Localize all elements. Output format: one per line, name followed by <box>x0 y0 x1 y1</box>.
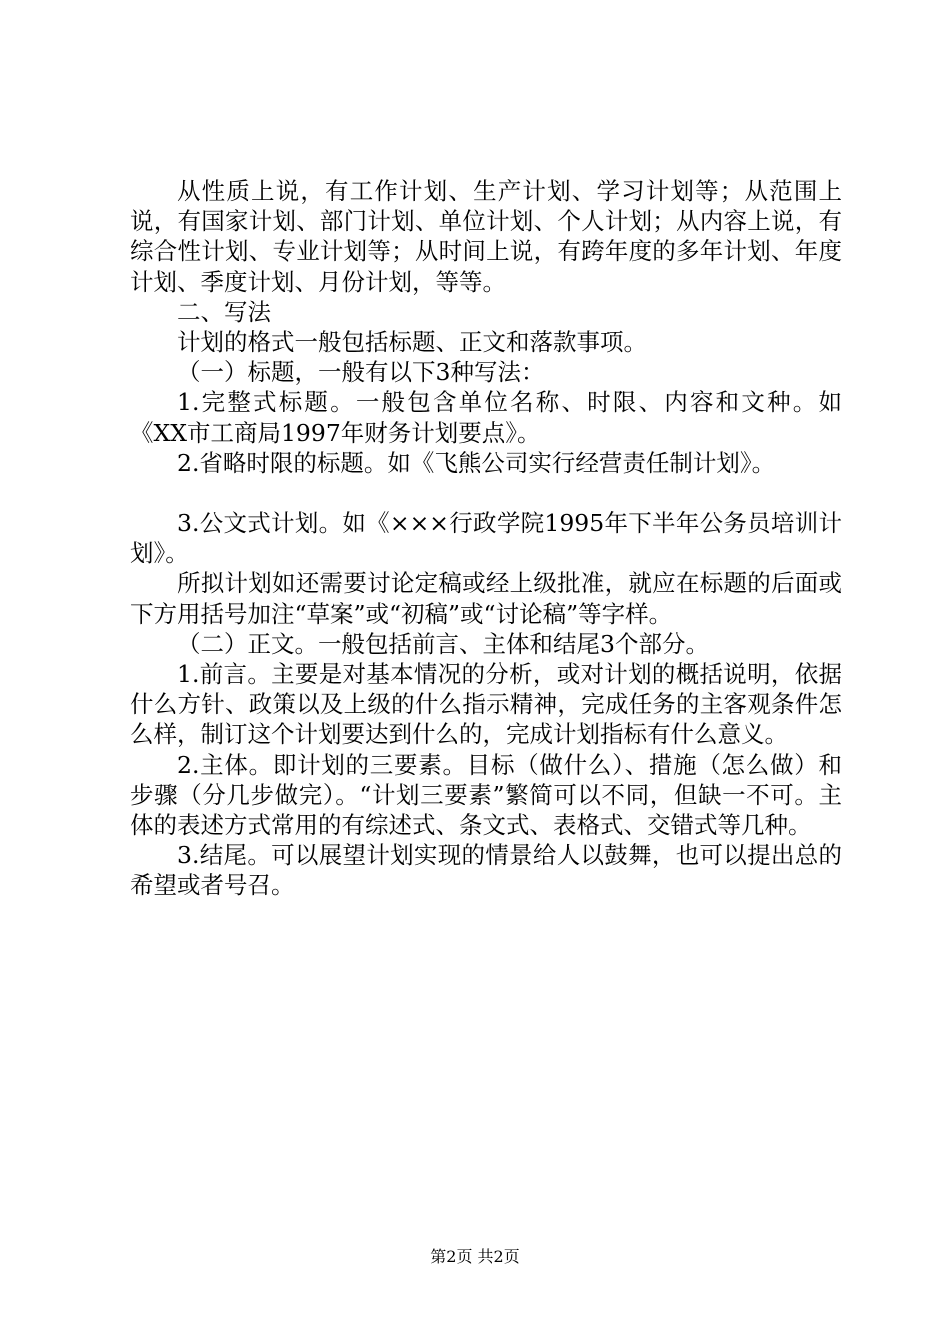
heading-writing-method: 二、写法 <box>177 297 271 326</box>
paragraph-omit-time-title: 2.省略时限的标题。如《飞熊公司实行经营责任制计划》。 <box>177 448 776 477</box>
paragraph-official-title: 3.公文式计划。如《×××行政学院1995年下半年公务员培训计划》。 <box>130 509 842 568</box>
paragraph-full-title: 1.完整式标题。一般包含单位名称、时限、内容和文种。如《XX市工商局1997年财务计划要点》。 <box>130 388 842 447</box>
paragraph-types: 从性质上说，有工作计划、生产计划、学习计划等；从范围上说，有国家计划、部门计划、单位计划、个人计划；从内容上说，有综合性计划、专业计划等；从时间上说，有跨年度的多年计划、年度计划、季度计划、月份计划，等等。 <box>130 177 842 296</box>
paragraph-preface: 1.前言。主要是对基本情况的分析，或对计划的概括说明，依据什么方针、政策以及上级的什么指示精神，完成任务的主客观条件怎么样，制订这个计划要达到什么的，完成计划指标有什么意义。 <box>130 660 842 749</box>
paragraph-ending: 3.结尾。可以展望计划实现的情景给人以鼓舞，也可以提出总的希望或者号召。 <box>130 841 842 900</box>
document-body <box>130 176 842 901</box>
page-number: 第2页 共2页 <box>430 1247 520 1266</box>
paragraph-format: 计划的格式一般包括标题、正文和落款事项。 <box>177 328 647 357</box>
subheading-body: （二）正文。一般包括前言、主体和结尾3个部分。 <box>177 629 709 658</box>
subheading-title: （一）标题，一般有以下3种写法： <box>177 358 545 387</box>
paragraph-draft-note: 所拟计划如还需要讨论定稿或经上级批准，就应在标题的后面或下方用括号加注“草案”或“初稿”或“讨论稿”等字样。 <box>130 569 842 628</box>
paragraph-main-body: 2.主体。即计划的三要素。目标（做什么）、措施（怎么做）和步骤（分几步做完）。“计划三要素”繁简可以不同，但缺一不可。主体的表述方式常用的有综述式、条文式、表格式、交错式等几种。 <box>130 750 842 840</box>
